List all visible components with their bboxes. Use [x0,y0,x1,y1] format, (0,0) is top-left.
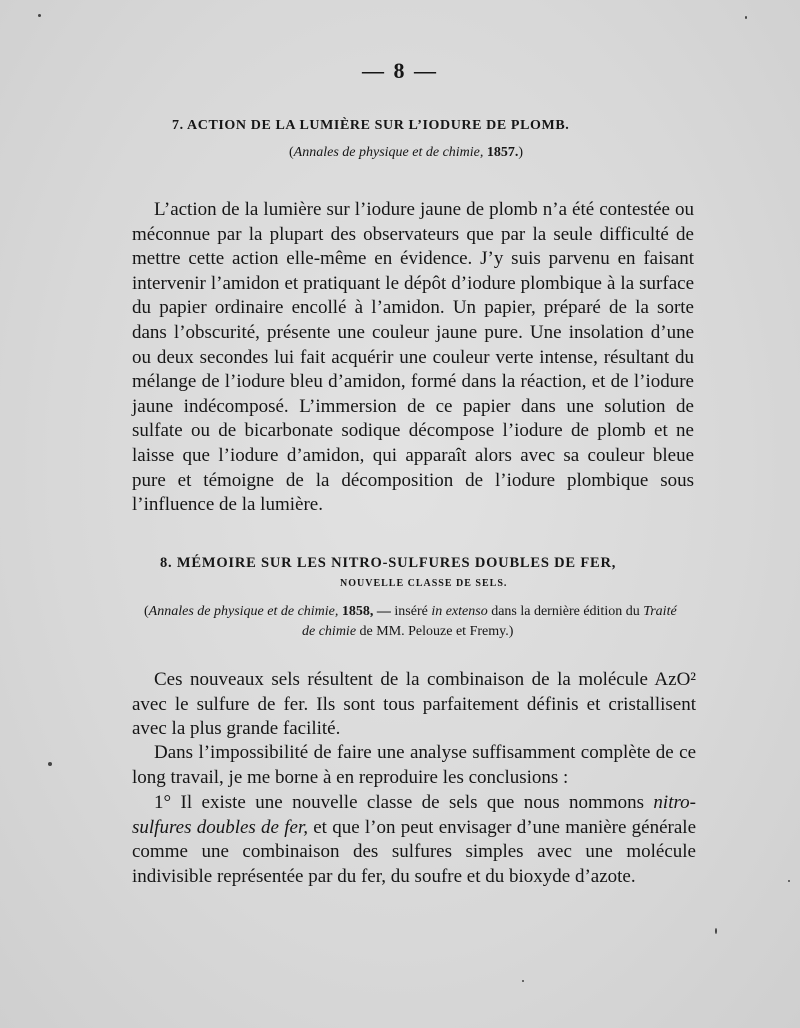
scan-speck [48,762,52,766]
section-8-ref-traite: Traité [643,604,677,619]
scan-speck [745,16,747,19]
page-number: — 8 — [362,58,438,83]
scan-speck [715,928,717,934]
section-8-ref-de-chimie: de chimie [302,624,357,639]
section-8-para3-start: 1° Il existe une nouvelle classe de sels que nous nommons [154,792,645,813]
section-7-ref-journal: Annales de physique et de chimie, [293,145,484,160]
section-8-ref-inserted: inséré [394,604,428,619]
section-7-title-text: 7. ACTION DE LA LUMIÈRE SUR L’IODURE DE PLOMB. [172,118,570,133]
section-8-title-text: 8. MÉMOIRE SUR LES NITRO-SULFURES DOUBLES DE FER, [160,555,617,571]
section-8-ref-rest: dans la dernière édition du [491,604,640,619]
section-8-ref-authors: de MM. Pelouze et Fremy.) [359,624,514,639]
section-7-title [172,118,569,134]
section-8-para3-rest: et que l’on peut envisager d’une manière générale comme une combinaison des sulfures simples avec une molécule indivisible représentée par du fer, du soufre et du bioxyde d’azote. [132,816,697,887]
section-8-paragraph-3 [132,791,696,889]
section-8-subtitle: NOUVELLE CLASSE DE SELS. [340,578,508,589]
section-7-reference: (Annales de physique et de chimie, 1857.) [289,145,524,160]
section-8-paragraph-1: Ces nouveaux sels résultent de la combinaison de la molécule AzO² avec le sulfure de fer. Ils sont tous parfaitement définis et cristallisent avec la plus grande facilité. [132,669,696,739]
section-8-para3-italic: nitro-sulfures doubles de fer, [132,792,696,838]
section-8-ref-year: 1858, — [341,604,391,619]
section-8-reference-line-1: (Annales de physique et de chimie, 1858, — inséré in extenso dans la dernière édition du Traité [144,604,677,619]
scan-speck [788,880,790,882]
section-8-title [160,555,616,572]
section-8-paragraph-2: Dans l’impossibilité de faire une analyse suffisamment complète de ce long travail, je me borne à en reproduire les conclusions : [132,742,696,788]
section-7-paragraph: L’action de la lumière sur l’iodure jaune de plomb n’a été contestée ou méconnue par la plupart des observateurs que par la seule difficulté de mettre cette action elle-même en évidence. J’y suis parvenu en faisant intervenir l’amidon et pratiquant le dépôt d’iodure plombique à la surface du papier ordinaire encollé à l’amidon. Un papier, préparé de la sorte dans l’obscurité, présente une couleur jaune pure. Une insolation d’une ou deux secondes lui fait acquérir une couleur verte intense, résultant du mélange de l’iodure bleu d’amidon, formé dans la réaction, et de l’iodure jaune indécomposé. L’immersion de ce papier dans une solution de sulfate ou de bicarbonate sodique décompose l’iodure de plomb et ne laisse que l’iodure d’amidon, qui apparaît alors avec sa couleur bleue pure et témoigne de la décomposition de l’iodure plombique sous l’influence de la lumière. [132,199,694,516]
scan-speck [38,14,41,17]
scan-speck [522,980,524,982]
section-8-ref-journal: Annales de physique et de chimie, [148,604,339,619]
section-8-ref-in-extenso: in extenso [431,604,488,619]
section-7-ref-year: 1857. [486,145,519,160]
section-8-reference-line-2 [302,624,513,640]
